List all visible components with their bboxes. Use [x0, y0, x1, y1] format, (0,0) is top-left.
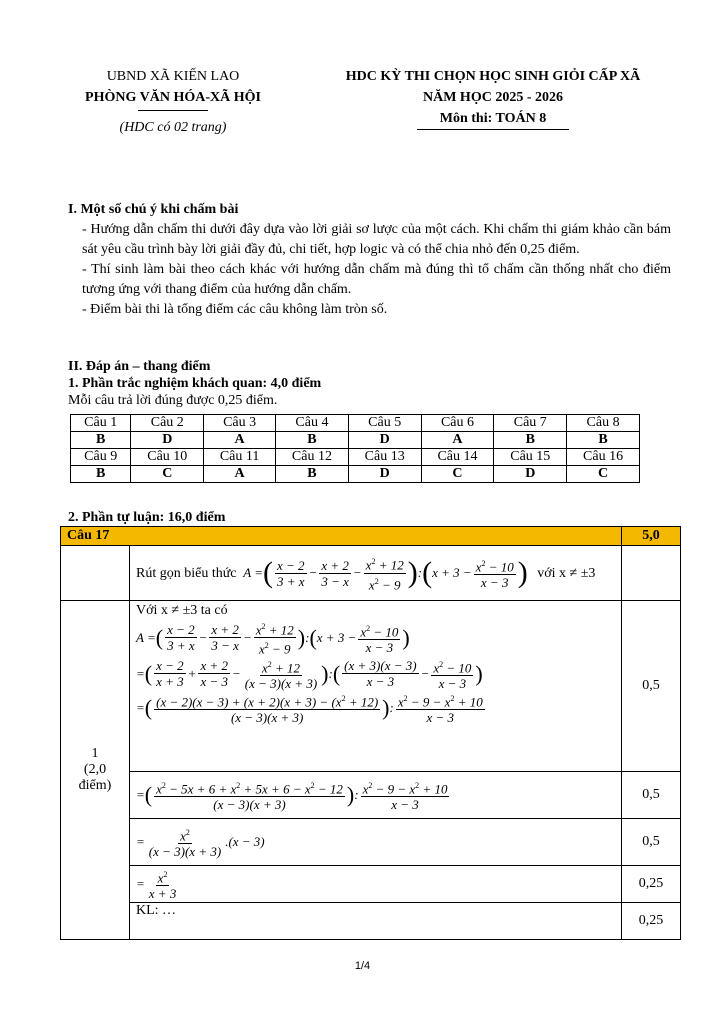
question-label: Câu 2: [131, 415, 204, 432]
section-1: [68, 200, 671, 320]
answer-cell: B: [71, 432, 131, 449]
answer-cell: D: [131, 432, 204, 449]
table-row: [71, 449, 640, 466]
step-2-expression: = ( $\frac{x - 2}{x + 3}$ + $\frac{x + 2}{x - 3}$ − $\frac{x^2 + 12}{(x - 3)(x + 3)}$ ) : ( $\frac{(x + 3)(x - 3)}{x - 3}$ − $\frac{x^2 - 10}{x - 3}$ ): [136, 658, 483, 691]
part-points-unit: điểm): [78, 778, 112, 793]
page-count-note: (HDC có 02 trang): [119, 120, 227, 135]
school-year: NĂM HỌC 2025 - 2026: [423, 90, 563, 105]
note-2: - Thí sinh làm bài theo cách khác với hướng dẫn chấm mà đúng thì tổ chấm cần thống nhất cho điểm tương ứng với thang điểm của hướng dẫn chấm.: [82, 262, 671, 297]
step-row: [61, 903, 681, 940]
page-number: 1/4: [354, 960, 371, 972]
question-label: Câu 10: [131, 449, 204, 466]
question-label: Câu 15: [494, 449, 567, 466]
answer-cell: B: [567, 432, 640, 449]
answer-cell: C: [131, 466, 204, 483]
score-cell: 0,5: [622, 819, 681, 866]
conclusion-cell: KL: …: [130, 903, 622, 940]
answer-cell: C: [567, 466, 640, 483]
part-2-title: 2. Phần tự luận: 16,0 điểm: [68, 510, 226, 525]
question-label: Câu 9: [71, 449, 131, 466]
step-1-expression: A = ( $\frac{x - 2}{3 + x}$ − $\frac{x + 2}{3 - x}$ − $\frac{x^2 + 12}{x^2 - 9}$ ) : ( x + 3 − $\frac{x^2 - 10}{x - 3}$ ): [136, 619, 410, 657]
empty-cell: [61, 546, 130, 601]
answer-cell: A: [204, 432, 276, 449]
step-intro: Với x ≠ ±3 ta có: [136, 603, 228, 618]
note-1: - Hướng dẫn chấm thi dưới đây dựa vào lời giải sơ lược của một cách. Khi chấm thi giám khảo cần bám sát yêu cầu trình bày lời giải đầy đủ, chi tiết, hợp logic và có thể chia nhỏ đến 0,25 điểm.: [82, 222, 671, 257]
question-label: Câu 7: [494, 415, 567, 432]
exam-title: HDC KỲ THI CHỌN HỌC SINH GIỎI CẤP XÃ: [345, 69, 641, 84]
score-cell: 0,25: [622, 866, 681, 903]
answer-cell: D: [348, 466, 421, 483]
department-name: UBND XÃ KIẾN LAO: [106, 69, 240, 84]
step-row: [61, 866, 681, 903]
question-label: Câu 5: [348, 415, 421, 432]
part-1-title: 1. Phần trắc nghiệm khách quan: 4,0 điểm: [68, 376, 322, 391]
header-right-divider: [417, 129, 569, 130]
table-row: [71, 415, 640, 432]
question-label: Câu 1: [71, 415, 131, 432]
empty-cell: [622, 546, 681, 601]
question-total: 5,0: [622, 527, 681, 546]
answer-cell: B: [71, 466, 131, 483]
step-6-expression: = $\frac{x^2}{x + 3}$: [136, 867, 180, 901]
task-cell: [130, 546, 622, 601]
step-cell: [130, 819, 622, 866]
answer-cell: B: [276, 466, 349, 483]
step-3-expression: = ( $\frac{(x - 2)(x - 3) + (x + 2)(x + 3) - (x^2 + 12)}{(x - 3)(x + 3)}$ ) : $\frac{x^2 - 9 - x^2 + 10}{x - 3}$: [136, 691, 487, 725]
score-cell: 0,5: [622, 601, 681, 772]
office-name: PHÒNG VĂN HÓA-XÃ HỘI: [85, 90, 261, 105]
score-cell: 0,25: [622, 903, 681, 940]
part-label-cell: [61, 601, 130, 940]
question-label: Câu 4: [276, 415, 349, 432]
step-cell: [130, 866, 622, 903]
solution-table: [60, 526, 681, 940]
step-row: [61, 601, 681, 772]
step-row: [61, 819, 681, 866]
header-right: [318, 66, 668, 130]
task-expression: A = ( $\frac{x - 2}{3 + x}$ − $\frac{x + 2}{3 - x}$ − $\frac{x^2 + 12}{x^2 - 9}$ ) : ( x + 3 − $\frac{x^2 - 10}{x - 3}$ ): [240, 556, 528, 592]
answer-cell: D: [494, 466, 567, 483]
step-row: [61, 772, 681, 819]
answer-cell: B: [276, 432, 349, 449]
question-label: Câu 3: [204, 415, 276, 432]
task-prefix: Rút gọn biểu thức: [136, 566, 237, 581]
score-cell: 0,5: [622, 772, 681, 819]
question-label: Câu 8: [567, 415, 640, 432]
step-cell: [130, 601, 622, 772]
note-3: - Điểm bài thi là tổng điểm các câu không làm tròn số.: [82, 302, 388, 317]
question-label: Câu 11: [204, 449, 276, 466]
step-5-expression: = $\frac{x^2}{(x - 3)(x + 3)}$ .(x − 3): [136, 825, 265, 859]
question-header-row: [61, 527, 681, 546]
answer-cell: D: [348, 432, 421, 449]
table-row: [71, 432, 640, 449]
answer-key-table: [70, 414, 640, 483]
question-label: Câu 6: [421, 415, 494, 432]
answer-cell: C: [421, 466, 494, 483]
part-number: 1: [91, 746, 99, 761]
section-2-title: II. Đáp án – thang điểm: [68, 359, 211, 374]
section-2-head: [68, 358, 671, 409]
answer-cell: A: [204, 466, 276, 483]
answer-cell: B: [494, 432, 567, 449]
subject: Môn thi: TOÁN 8: [439, 111, 547, 126]
question-label: Câu 16: [567, 449, 640, 466]
part-points: (2,0: [83, 762, 107, 777]
step-4-expression: = ( $\frac{x^2 - 5x + 6 + x^2 + 5x + 6 - x^2 - 12}{(x - 3)(x + 3)}$ ) : $\frac{x^2 - 9 - x^2 + 10}{x - 3}$: [136, 778, 451, 812]
question-label: Câu 12: [276, 449, 349, 466]
header-left: [62, 66, 284, 138]
question-label: Câu 17: [61, 527, 622, 546]
section-1-title: I. Một số chú ý khi chấm bài: [68, 202, 239, 217]
question-label: Câu 13: [348, 449, 421, 466]
answer-cell: A: [421, 432, 494, 449]
part-1-note: Mỗi câu trả lời đúng được 0,25 điểm.: [68, 393, 278, 408]
task-condition: với x ≠ ±3: [537, 566, 596, 581]
header-left-divider: [138, 110, 208, 111]
question-label: Câu 14: [421, 449, 494, 466]
table-row: [71, 466, 640, 483]
step-cell: [130, 772, 622, 819]
task-row: [61, 546, 681, 601]
